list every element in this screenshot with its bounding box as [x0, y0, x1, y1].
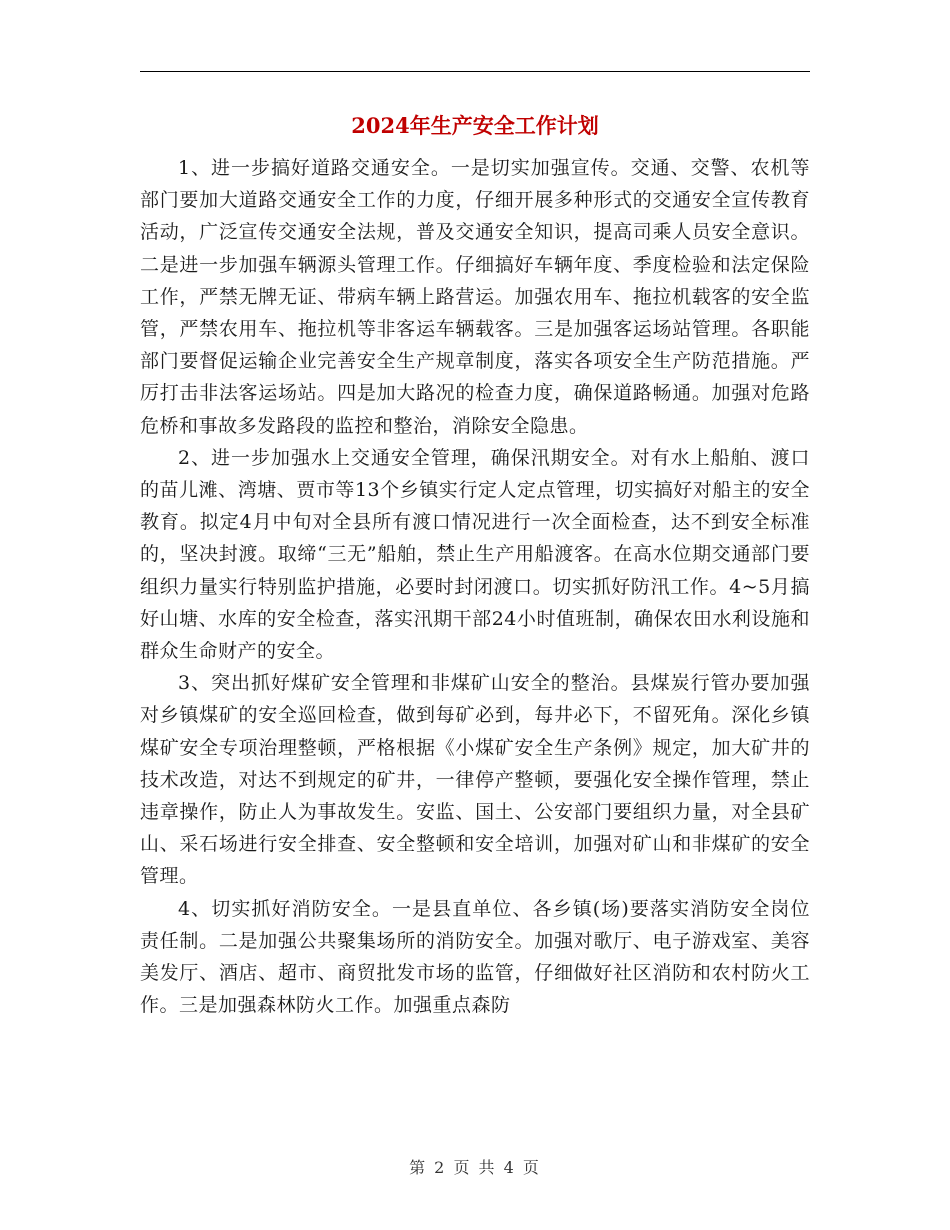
page-number: 第 2 页 共 4 页 [409, 1158, 541, 1177]
paragraph-fire-safety: 4、切实抓好消防安全。一是县直单位、各乡镇(场)要落实消防安全岗位责任制。二是加强公共聚集场所的消防安全。加强对歌厅、电子游戏室、美容美发厅、酒店、超市、商贸批发市场的监管，仔细做好社区消防和农村防火工作。三是加强森林防火工作。加强重点森防 [140, 897, 810, 1017]
document-body [140, 152, 810, 1021]
page-footer [0, 1155, 950, 1178]
paragraph-coal-mine: 3、突出抓好煤矿安全管理和非煤矿山安全的整治。县煤炭行管办要加强对乡镇煤矿的安全巡回检查，做到每矿必到，每井必下，不留死角。深化乡镇煤矿安全专项治理整顿，严格根据《小煤矿安全生产条例》规定，加大矿井的技术改造，对达不到规定的矿井，一律停产整顿，要强化安全操作管理，禁止违章操作，防止人为事故发生。安监、国土、公安部门要组织力量，对全县矿山、采石场进行安全排查、安全整顿和安全培训，加强对矿山和非煤矿的安全管理。 [140, 672, 810, 888]
paragraph-road-traffic: 1、进一步搞好道路交通安全。一是切实加强宣传。交通、交警、农机等部门要加大道路交通安全工作的力度，仔细开展多种形式的交通安全宣传教育活动，广泛宣传交通安全法规，普及交通安全知识，提高司乘人员安全意识。二是进一步加强车辆源头管理工作。仔细搞好车辆年度、季度检验和法定保险工作，严禁无牌无证、带病车辆上路营运。加强农用车、拖拉机载客的安全监管，严禁农用车、拖拉机等非客运车辆载客。三是加强客运场站管理。各职能部门要督促运输企业完善安全生产规章制度，落实各项安全生产防范措施。严厉打击非法客运场站。四是加大路况的检查力度，确保道路畅通。加强对危路危桥和事故多发路段的监控和整治，消除安全隐患。 [140, 157, 810, 437]
paragraph-water-traffic: 2、进一步加强水上交通安全管理，确保汛期安全。对有水上船舶、渡口的苗儿滩、湾塘、贾市等13个乡镇实行定人定点管理，切实搞好对船主的安全教育。拟定4月中旬对全县所有渡口情况进行一次全面检查，达不到安全标准的，坚决封渡。取缔“三无”船舶，禁止生产用船渡客。在高水位期交通部门要组织力量实行特别监护措施，必要时封闭渡口。切实抓好防汛工作。4~5月搞好山塘、水库的安全检查，落实汛期干部24小时值班制，确保农田水利设施和群众生命财产的安全。 [140, 446, 810, 663]
header-rule [140, 71, 810, 72]
document-title: 2024年生产安全工作计划 [351, 113, 599, 138]
